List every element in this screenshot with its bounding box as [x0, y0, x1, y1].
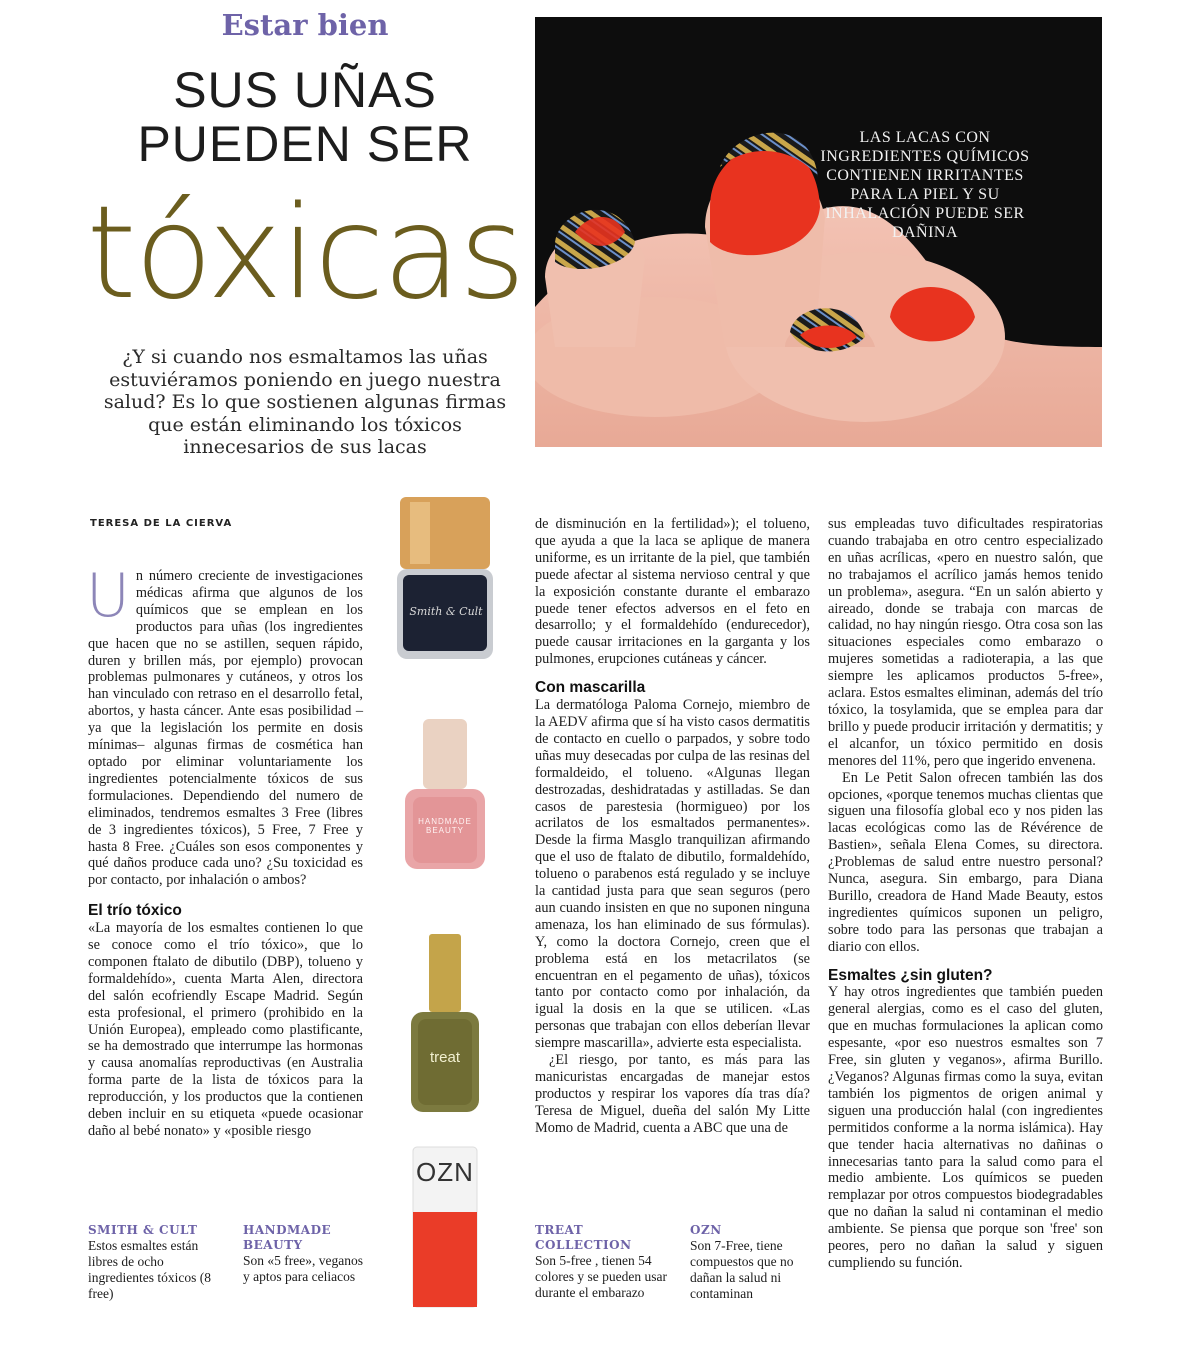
article-column-3 — [828, 516, 1103, 1272]
byline: TERESA DE LA CIERVA — [90, 518, 233, 529]
article-column-2 — [535, 516, 810, 1137]
product-name: TREAT COLLECTION — [535, 1223, 632, 1252]
product-name: SMITH & CULT — [88, 1223, 198, 1237]
article-column-1 — [86, 561, 363, 1140]
column2-paragraph-1: de disminución en la fertilidad»); el tolueno, que ayuda a que la laca se aplique de manera uniforme, es un irritante de la piel, que también puede afectar al sistema nervioso central y que la exposición constante durante el embarazo puede tener efectos adversos en el feto en desarrollo; y el formaldehído (endurecedor), puede causar irritaciones en la garganta y los pulmones, erupciones cutáneas y cáncer. — [535, 516, 810, 668]
subheading-esmaltes-sin-gluten: Esmaltes ¿sin gluten? — [828, 966, 993, 984]
product-caption-smith-cult — [88, 1223, 228, 1302]
treat-bottle-icon — [411, 934, 479, 1112]
product-description: Estos esmaltes están libres de ocho ingredientes tóxicos (8 free) — [88, 1238, 211, 1301]
section-label: Estar bien — [221, 8, 389, 42]
headline-line-1: SUS UÑAS — [173, 62, 437, 118]
photo-caption: LAS LACAS CON INGREDIENTES QUÍMICOS CONTIENEN IRRITANTES PARA LA PIEL Y SU INHALACIÓN PUEDE SER DAÑINA — [820, 129, 1030, 241]
subheading-trio-toxico: El trío tóxico — [88, 902, 182, 920]
headline-line-2: PUEDEN SER — [137, 116, 473, 172]
column3-paragraph-2: En Le Petit Salon ofrecen también las dos opciones, «porque tenemos muchas clientas que siguen una filosofía global eco y nos piden las lacas ecológicas como las de Révérence de Bastien», señala Elena Comes, su directora. ¿Problemas de salud entre nuestro personal? Nunca, asegura. Sin embargo, para Diana Burillo, creadora de Hand Made Beauty, estos ingredientes químicos suponen un peligro, sobre todo para las personas que trabajan a diario con ellos. — [828, 769, 1103, 955]
product-description: Son 5-free , tienen 54 colores y se pueden usar durante el embarazo — [535, 1253, 667, 1300]
ozn-bottle-label: OZN — [416, 1157, 474, 1187]
column2-paragraph-2: La dermatóloga Paloma Cornejo, miembro de la AEDV afirma que sí ha visto casos dermatitis de contacto en cuello o parpados, y sobre todo uñas muy desecadas por culpa de las resinas del formaldeido, el tolueno. «Algunas llegan destrozadas, deshidratadas y astilladas. Se dan casos de parestesia (hormigueo) por los acrilatos de los esmaltados permanentes». Desde la firma Masglo tranquilizan afirmando que el uso de ftalato de dibutilo, formaldehído, tolueno o parabenos está regulado y se incluye la cantidad justa para que sean seguros (pero aun cuando insisten en que no suponen ninguna amenaza, los han eliminado de sus fórmulas). Y, como la doctora Cornejo, creen que el problema está en los metacrilatos (se encuentran en el pegamento de uñas), tóxicos tanto por contacto como por inhalación, da igual la dosis en la que se utilicen. «Las personas que trabajan con ellos deberían llevar siempre mascarilla», advierte esta especialista. — [535, 697, 810, 1052]
product-description: Son «5 free», veganos y aptos para celiacos — [243, 1253, 363, 1284]
handmade-beauty-bottle-icon — [405, 719, 485, 869]
column3-paragraph-1: sus empleadas tuvo dificultades respiratorias cuando trabajaba en otro centro especializado en uñas acrílicas, «pero en nuestro salón, que no trabajamos el acrílico jamás hemos tenido un problema», asegura. “En un salón abierto y aireado, donde se trabaja con marcas de calidad, no hay ningún riesgo. Otra cosa son las situaciones especiales como embarazo o mujeres sometidas a radioterapia, a las que siempre les aplicamos productos 5-free», aclara. Estos esmaltes eliminan, además del trío tóxico, la tosylamida, que se emplea para dar brillo y puede producir irritación y dermatitis; y el alcanfor, un tóxico permitido en dosis menores del 11%, pero que ingerido envenena. — [828, 516, 1103, 769]
product-bottles-strip — [385, 497, 505, 1317]
handmade-beauty-bottle-label: HANDMADE BEAUTY — [418, 817, 472, 835]
drop-cap: U — [86, 561, 130, 631]
subheading-con-mascarilla: Con mascarilla — [535, 679, 646, 697]
smith-cult-bottle-icon — [397, 497, 493, 659]
product-caption-ozn — [690, 1223, 810, 1302]
column1-paragraph-2: «La mayoría de los esmaltes contienen lo que se conoce como el trío tóxico», que lo componen ftalato de dibutilo (DBP), tolueno y formaldehído», cuenta Marta Alen, directora del salón ecofriendly Escape Madrid. Según esta profesional, el primero (prohibido en la Unión Europea), empleado como plastificante, se ha demostrado que interrumpe las hormonas y causa anomalías reproductivas (en Australia forma parte de la lista de tóxicos para la reproducción, y los productos que la contienen deben incluir en su etiqueta «puede ocasionar daño al bebé nonato» y «posible riesgo — [88, 920, 363, 1139]
product-caption-handmade-beauty — [243, 1223, 363, 1285]
column2-paragraph-3: ¿El riesgo, por tanto, es más para las manicuristas encargadas de manejar estos productos y respirar los vapores día tras día? Teresa de Miguel, dueña del salón My Litte Momo de Madrid, cuenta a ABC que una de — [535, 1052, 810, 1136]
deck-subtitle: ¿Y si cuando nos esmaltamos las uñas estuviéramos poniendo en juego nuestra salud? Es lo que sostienen algunas firmas que están eliminando los tóxicos innecesarios de sus lacas — [103, 346, 507, 458]
nail-polish-bottles-illustration — [385, 497, 505, 1317]
column3-paragraph-3: Y hay otros ingredientes que también pueden general alergias, como es el caso del gluten, que en muchas formulaciones la aplican como espesante, «por eso nuestros esmaltes son 7 Free, sin gluten y veganos», afirma Burillo. ¿Veganos? Algunas firmas como la suya, evitan también los pigmentos de origen animal y siguen una producción halal (con ingredientes permitidos conforme a la norma islámica). Hay que tender hacia alternativas no dañinas o innecesarias tanto para la salud como para el medio ambiente. Los químicos se pueden remplazar por otros compuestos biodegradables que no dañan la salud ni contaminan el medio ambiente. Se piensa que porque son 'free' son peores, pero no dañan la salud y siguen cumpliendo su función. — [828, 984, 1103, 1271]
column1-paragraph-1: n número creciente de investigaciones médicas afirma que algunos de los químicos que se emplean en los productos para uñas (los ingredientes que hacen que no se astillen, sequen rápido, duren y brillen más, por ejemplo) provocan problemas pulmonares y cutáneos, y otros los han vinculado con retraso en el desarrollo fetal, abortos, y hasta cáncer. Ante esas posibilidad –ya que la legislación los permite en dosis mínimas– algunas firmas de cosmética han optado por eliminar voluntariamente los ingredientes potencialmente tóxicos de sus formulaciones. Dependiendo del numero de eliminados, tendremos esmaltes 3 Free (libres de 3 ingredientes tóxicos), 5 Free, 7 Free y hasta 8 Free. ¿Cuáles son esos componentes y qué daños produce cada uno? ¿Su toxicidad es por contacto, por inhalación o ambos? — [88, 568, 363, 889]
product-caption-treat-collection — [535, 1223, 675, 1301]
product-name: HANDMADE BEAUTY — [243, 1223, 332, 1252]
headline-main-word: tóxicas — [86, 179, 524, 328]
product-name: OZN — [690, 1223, 722, 1237]
product-description: Son 7-Free, tiene compuestos que no dañan la salud ni contaminan — [690, 1238, 794, 1301]
treat-bottle-label: treat — [429, 1049, 460, 1066]
smith-cult-bottle-label: Smith & Cult — [409, 605, 483, 618]
